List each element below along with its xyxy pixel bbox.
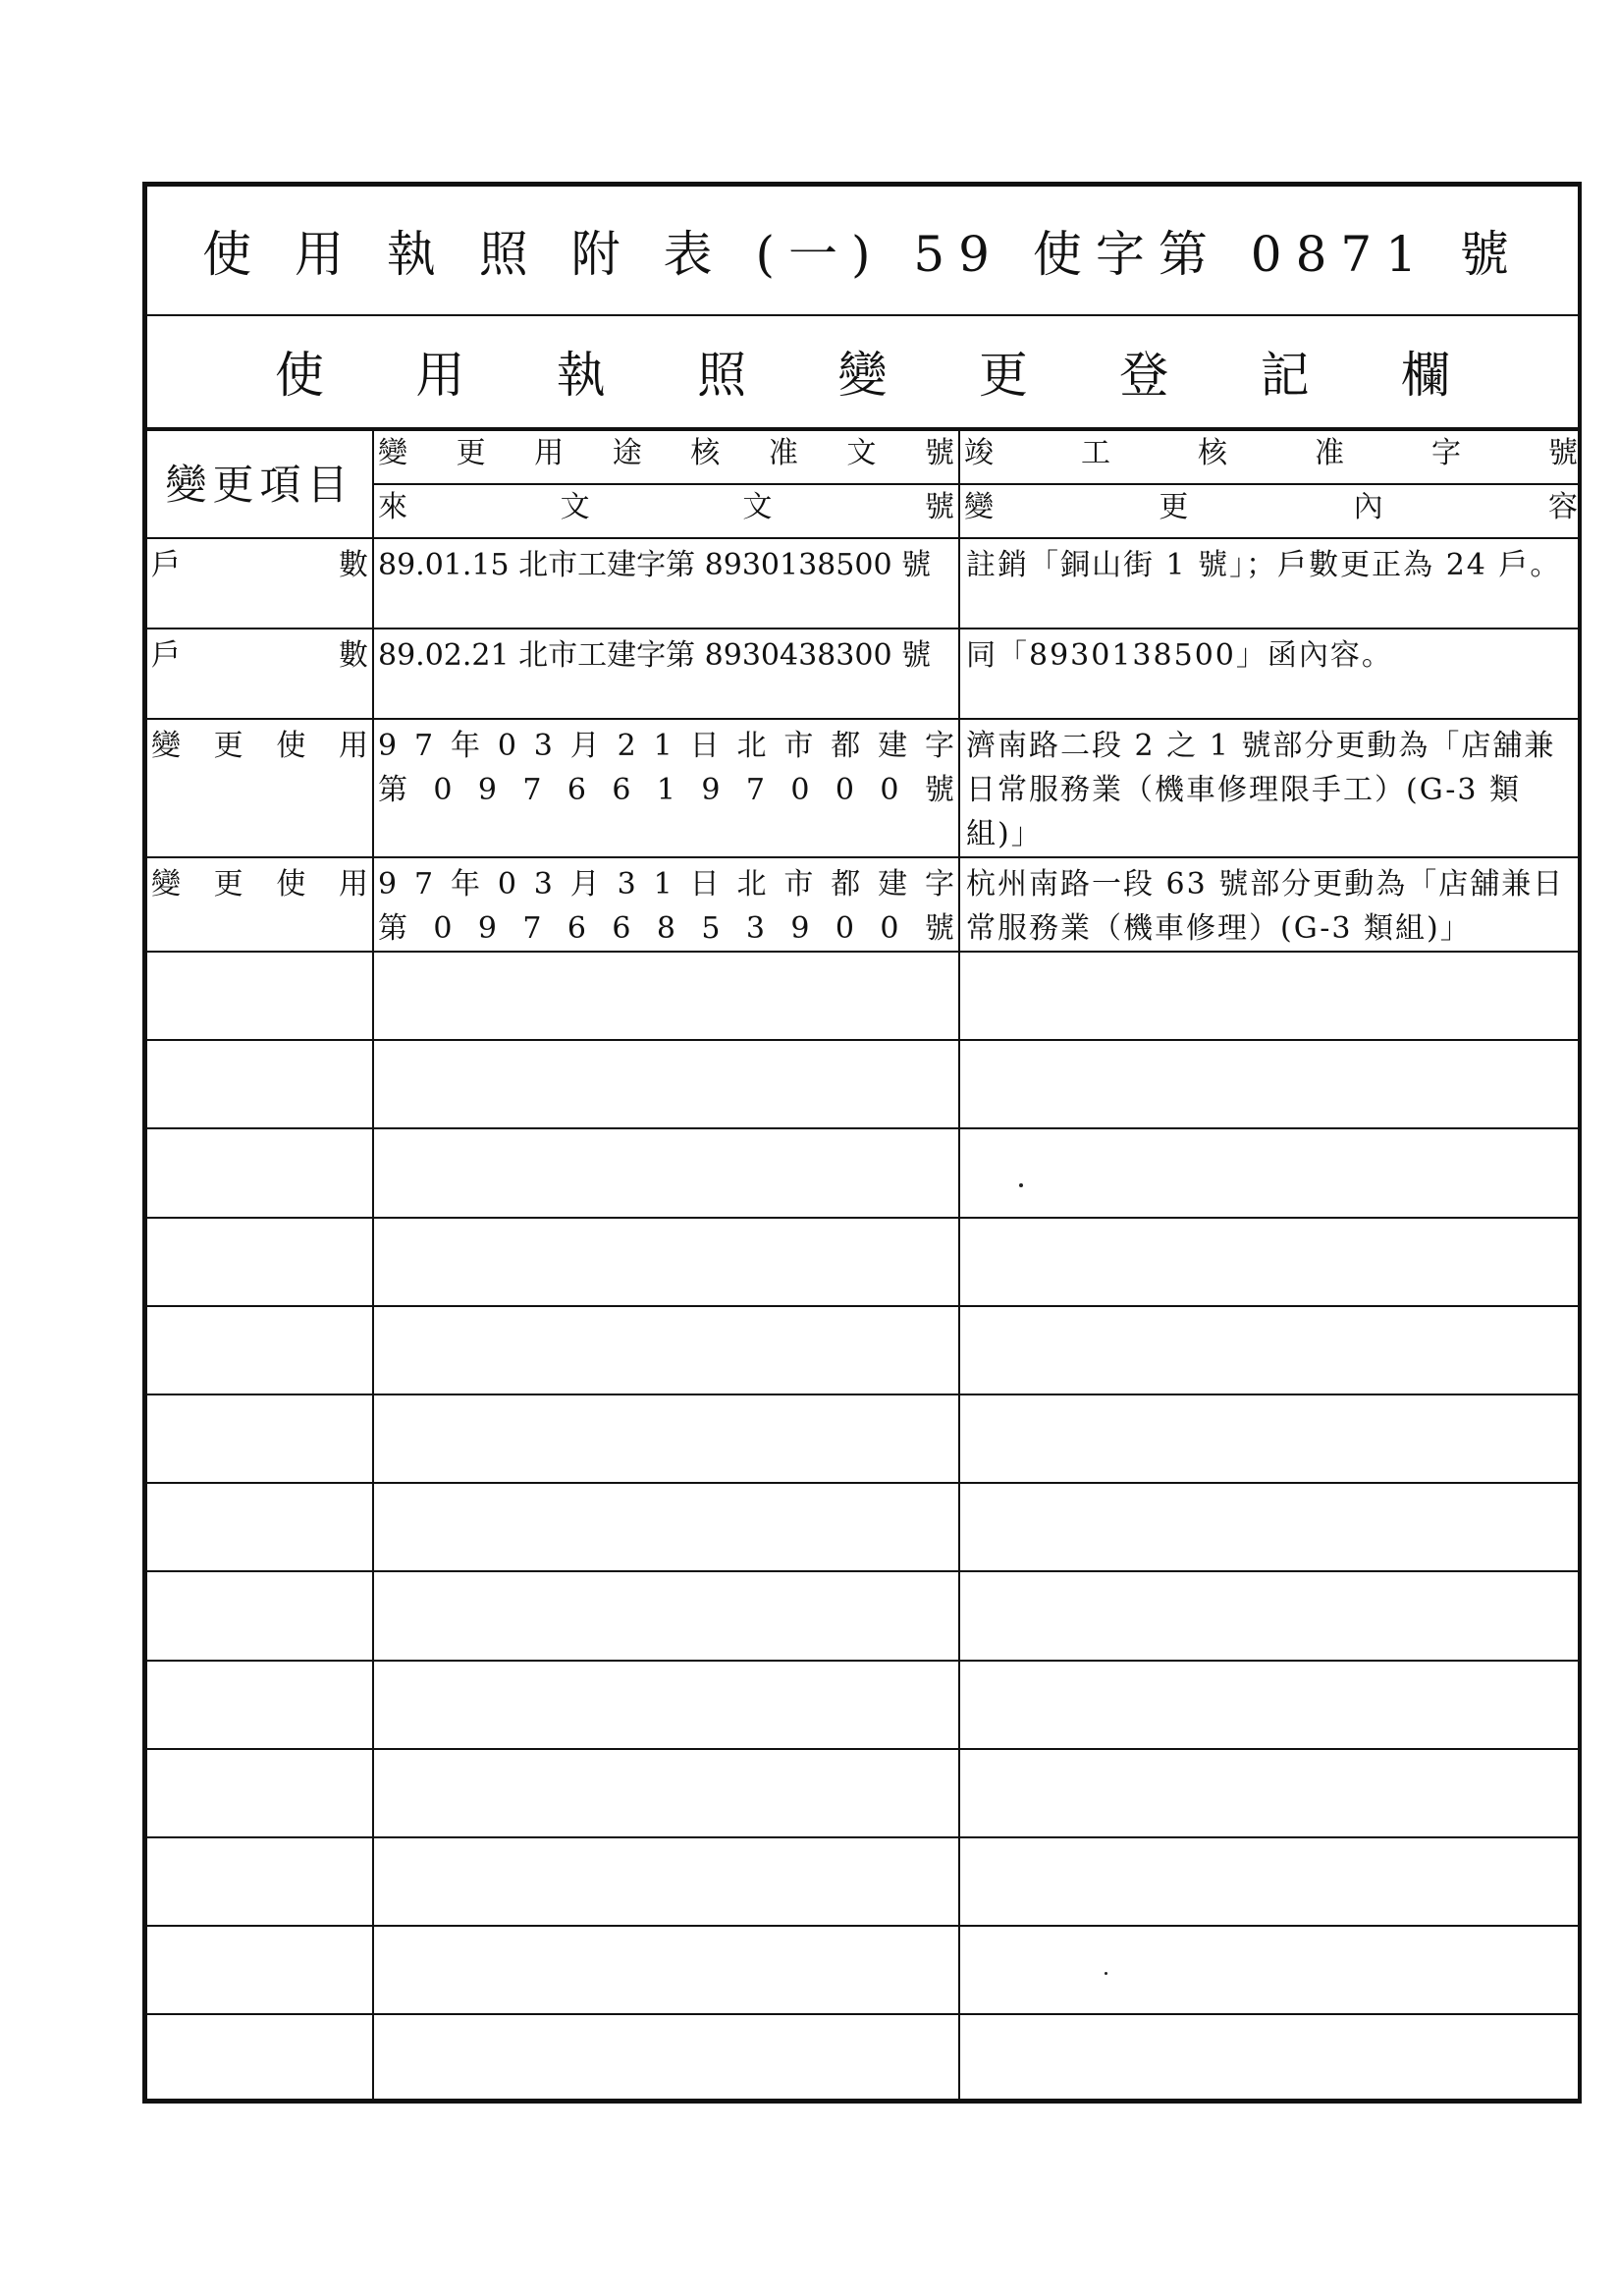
header-change-item: 變更項目 [147, 430, 373, 538]
change-content-cell [959, 629, 1582, 719]
table-row-empty [147, 1306, 1582, 1394]
header-char: 文 [742, 490, 773, 524]
empty-cell [959, 1749, 1582, 1837]
doc-char: 號 [924, 911, 954, 946]
empty-cell [147, 2014, 373, 2102]
doc-char: 6 [566, 773, 586, 807]
header-char: 字 [1431, 436, 1461, 470]
header-char: 號 [924, 490, 954, 524]
doc-char: 0 [835, 773, 854, 807]
table-row-empty [147, 1571, 1582, 1660]
scan-speck [1105, 1972, 1107, 1975]
doc-char: 0 [497, 867, 516, 902]
empty-cell [959, 1837, 1582, 1926]
change-item-char: 更 [213, 729, 243, 763]
change-item-char: 用 [338, 867, 368, 902]
subtitle-char: 變 [837, 346, 888, 404]
doc-number-text: 89.02.21 北市工建字第 8930438300 號 [378, 638, 932, 673]
empty-cell [959, 1306, 1582, 1394]
doc-char: 6 [566, 911, 586, 946]
change-item-char: 使 [276, 867, 306, 902]
doc-char: 0 [790, 773, 810, 807]
doc-char: 0 [433, 773, 453, 807]
header-char: 竣 [964, 436, 994, 470]
empty-cell [373, 1926, 959, 2014]
empty-cell [373, 1128, 959, 1217]
table-row-empty [147, 1128, 1582, 1217]
table-row [147, 857, 1582, 952]
doc-char: 北 [736, 729, 767, 763]
doc-char: 市 [783, 867, 814, 902]
header-char: 途 [612, 436, 642, 470]
header-char: 變 [964, 490, 994, 524]
change-item-char: 變 [151, 729, 181, 763]
table-row-empty [147, 1661, 1582, 1749]
empty-cell [147, 1483, 373, 1571]
empty-cell [373, 1483, 959, 1571]
empty-cell [373, 1837, 959, 1926]
table-row [147, 629, 1582, 719]
empty-cell [373, 1749, 959, 1837]
header-char: 文 [846, 436, 877, 470]
table-row-empty [147, 952, 1582, 1040]
header-char: 更 [1159, 490, 1189, 524]
doc-char: 9 [477, 911, 497, 946]
empty-cell [373, 1306, 959, 1394]
table-row-empty [147, 1218, 1582, 1306]
empty-cell [147, 1394, 373, 1483]
subtitle-char: 記 [1260, 346, 1310, 404]
doc-char: 月 [569, 867, 600, 902]
doc-char: 5 [701, 911, 721, 946]
table-row [147, 719, 1582, 857]
form-title: 使 用 執 照 附 表 (一) 59 使字第 0871 號 [147, 187, 1578, 316]
change-item-char: 變 [151, 867, 181, 902]
doc-char: 月 [569, 729, 600, 763]
table-row-empty [147, 1926, 1582, 2014]
subtitle-char: 用 [415, 346, 465, 404]
change-content-text: 濟南路二段 2 之 1 號部分更動為「店舖兼日常服務業（機車修理限手工）(G-3 類組)」 [966, 729, 1556, 851]
change-item-cell [147, 719, 373, 857]
doc-char: 3 [617, 867, 636, 902]
doc-char: 市 [783, 729, 814, 763]
doc-char: 9 [378, 729, 398, 763]
doc-char: 年 [450, 729, 480, 763]
empty-cell [959, 1483, 1582, 1571]
table-row-empty [147, 2014, 1582, 2102]
doc-char: 0 [880, 773, 899, 807]
change-item-char: 用 [338, 729, 368, 763]
doc-char: 3 [533, 729, 553, 763]
form-subtitle [147, 314, 1578, 429]
header-char: 工 [1081, 436, 1110, 470]
doc-char: 1 [653, 729, 673, 763]
change-content-text: 同「8930138500」函內容。 [966, 638, 1393, 673]
subtitle-char: 使 [275, 346, 324, 404]
header-char: 文 [560, 490, 590, 524]
header-char: 容 [1547, 490, 1578, 524]
change-content-cell [959, 857, 1582, 952]
doc-char: 北 [736, 867, 767, 902]
empty-cell [959, 2014, 1582, 2102]
empty-cell [147, 1749, 373, 1837]
empty-cell [373, 1571, 959, 1660]
doc-char: 6 [612, 773, 631, 807]
table-row-empty [147, 1749, 1582, 1837]
header-char: 號 [1548, 436, 1578, 470]
change-item-char: 數 [339, 548, 368, 582]
doc-char: 6 [612, 911, 631, 946]
subtitle-char: 登 [1119, 346, 1169, 404]
empty-cell [959, 1128, 1582, 1217]
doc-char: 第 [378, 773, 407, 807]
table-row-empty [147, 1483, 1582, 1571]
empty-cell [147, 1661, 373, 1749]
table-row-empty [147, 1394, 1582, 1483]
change-content-cell [959, 538, 1582, 629]
doc-char: 9 [701, 773, 721, 807]
doc-char: 字 [924, 867, 954, 902]
header-char: 核 [1198, 436, 1227, 470]
doc-char: 8 [656, 911, 675, 946]
header-char: 內 [1353, 490, 1383, 524]
doc-char: 7 [413, 729, 434, 763]
doc-char: 0 [433, 911, 453, 946]
header-char: 號 [924, 436, 954, 470]
change-content-text: 註銷「銅山街 1 號」；戶數更正為 24 戶。 [966, 548, 1562, 582]
change-content-cell [959, 719, 1582, 857]
empty-cell [959, 1926, 1582, 2014]
empty-cell [147, 1571, 373, 1660]
header-char: 來 [378, 490, 407, 524]
doc-char: 9 [477, 773, 497, 807]
empty-cell [373, 1040, 959, 1128]
doc-char: 都 [831, 729, 861, 763]
empty-cell [147, 1128, 373, 1217]
subtitle-char: 照 [697, 346, 747, 404]
table-row-empty [147, 1040, 1582, 1128]
doc-number-cell [373, 719, 959, 857]
empty-cell [147, 1926, 373, 2014]
scan-speck [1019, 1183, 1023, 1187]
change-item-cell [147, 857, 373, 952]
doc-char: 年 [450, 867, 480, 902]
change-item-cell [147, 629, 373, 719]
header-char: 用 [534, 436, 565, 470]
change-item-char: 更 [213, 867, 243, 902]
doc-char: 1 [656, 773, 675, 807]
doc-char: 3 [533, 867, 553, 902]
subtitle-char: 更 [978, 346, 1028, 404]
table-row [147, 538, 1582, 629]
change-item-cell [147, 538, 373, 629]
change-content-text: 杭州南路一段 63 號部分更動為「店舖兼日常服務業（機車修理）(G-3 類組)」 [966, 867, 1565, 946]
empty-cell [373, 2014, 959, 2102]
doc-char: 2 [617, 729, 636, 763]
header-char: 變 [378, 436, 407, 470]
header-char: 核 [690, 436, 721, 470]
doc-char: 9 [790, 911, 810, 946]
empty-cell [373, 952, 959, 1040]
doc-number-cell [373, 629, 959, 719]
subtitle-char: 執 [556, 346, 606, 404]
empty-cell [373, 1661, 959, 1749]
empty-cell [959, 1394, 1582, 1483]
doc-number-cell [373, 538, 959, 629]
doc-number-cell [373, 857, 959, 952]
empty-cell [147, 952, 373, 1040]
empty-cell [147, 1837, 373, 1926]
doc-char: 7 [745, 773, 765, 807]
doc-char: 日 [689, 867, 720, 902]
empty-cell [959, 1571, 1582, 1660]
doc-char: 建 [878, 729, 908, 763]
doc-char: 3 [745, 911, 765, 946]
header-completion-number [959, 430, 1582, 484]
header-char: 准 [768, 436, 798, 470]
header-approval-number [373, 430, 959, 484]
doc-char: 0 [835, 911, 854, 946]
doc-char: 都 [831, 867, 861, 902]
license-form [142, 182, 1582, 2104]
doc-char: 7 [413, 867, 434, 902]
change-item-char: 戶 [151, 548, 181, 582]
empty-cell [147, 1218, 373, 1306]
header-char: 更 [456, 436, 486, 470]
empty-cell [373, 1218, 959, 1306]
header-incoming-doc [373, 484, 959, 538]
empty-cell [959, 1218, 1582, 1306]
doc-char: 7 [522, 911, 542, 946]
empty-cell [373, 1394, 959, 1483]
change-item-char: 數 [339, 638, 368, 673]
doc-char: 號 [924, 773, 954, 807]
doc-char: 建 [878, 867, 908, 902]
table-row-empty [147, 1837, 1582, 1926]
empty-cell [959, 1040, 1582, 1128]
subtitle-char: 欄 [1401, 346, 1450, 404]
empty-cell [959, 1661, 1582, 1749]
doc-char: 7 [522, 773, 542, 807]
change-item-char: 戶 [151, 638, 181, 673]
empty-cell [959, 952, 1582, 1040]
doc-char: 日 [689, 729, 720, 763]
doc-char: 0 [880, 911, 899, 946]
doc-char: 1 [653, 867, 673, 902]
doc-char: 字 [924, 729, 954, 763]
empty-cell [147, 1306, 373, 1394]
header-char: 准 [1315, 436, 1344, 470]
doc-char: 0 [497, 729, 516, 763]
empty-cell [147, 1040, 373, 1128]
doc-number-text: 89.01.15 北市工建字第 8930138500 號 [378, 548, 932, 582]
change-register-table [147, 429, 1582, 2103]
doc-char: 9 [378, 867, 398, 902]
doc-char: 第 [378, 911, 407, 946]
change-item-char: 使 [276, 729, 306, 763]
header-change-content [959, 484, 1582, 538]
